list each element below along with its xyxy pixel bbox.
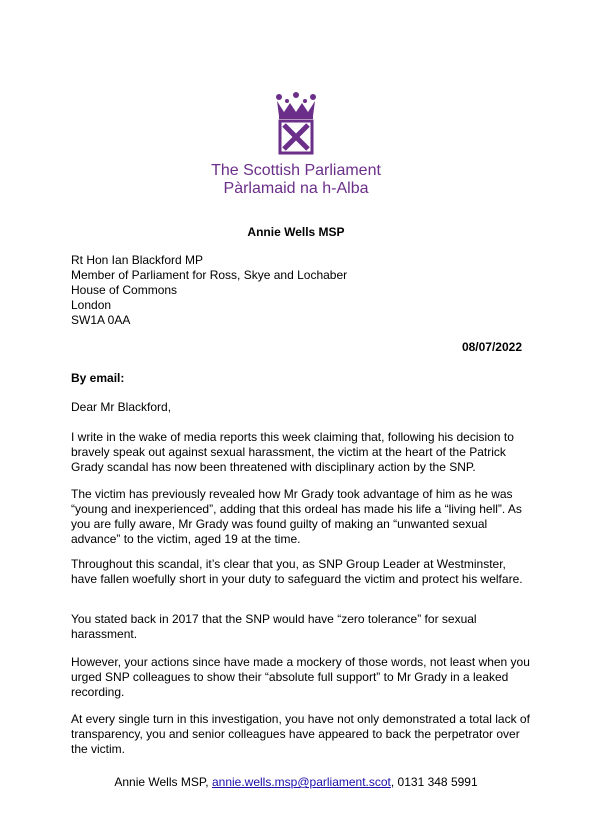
body-paragraph: At every single turn in this investigation, you have not only demonstrated a total lack of transparency, you and senior colleagues have appeared to back the perpetrator over the victim.: [71, 712, 530, 756]
crown-saltire-icon: [274, 92, 318, 156]
parliament-name: [0, 162, 592, 198]
footer-sender: Annie Wells MSP,: [114, 775, 212, 789]
body-paragraph: However, your actions since have made a mockery of those words, not least when you urged SNP colleagues to show their “absolute full support” to Mr Grady in a leaked recording.: [71, 655, 530, 699]
footer-email-link[interactable]: annie.wells.msp@parliament.scot: [211, 775, 391, 789]
footer-phone: , 0131 348 5991: [390, 775, 478, 789]
delivery-note: By email:: [71, 371, 125, 385]
recipient-line: Member of Parliament for Ross, Skye and Lochaber: [71, 268, 348, 282]
recipient-line: London: [71, 298, 112, 312]
parliament-name-english: The Scottish Parliament: [211, 162, 381, 179]
recipient-line: Rt Hon Ian Blackford MP: [71, 253, 204, 267]
body-paragraph: The victim has previously revealed how Mr Grady took advantage of him as he was “young and inexperienced”, adding that this ordeal has made his life a “living hell”. As you are fully aware, Mr Grady was found guilty of making an “unwanted sexual advance” to the victim, aged 19 at the time.: [71, 487, 522, 546]
salutation: Dear Mr Blackford,: [71, 400, 172, 414]
body-paragraph: Throughout this scandal, it’s clear that you, as SNP Group Leader at Westminster, have fallen woefully short in your duty to safeguard the victim and protect his welfare.: [71, 557, 523, 586]
parliament-logo: [0, 92, 592, 156]
recipient-line: SW1A 0AA: [71, 313, 131, 327]
letter-footer: [0, 775, 592, 790]
recipient-address: [71, 253, 531, 328]
sender-name: Annie Wells MSP: [247, 225, 345, 239]
body-paragraph: I write in the wake of media reports this week claiming that, following his decision to bravely speak out against sexual harassment, the victim at the heart of the Patrick Grady scandal has now been threatened with disciplinary action by the SNP.: [71, 430, 514, 474]
recipient-line: House of Commons: [71, 283, 178, 297]
parliament-name-gaelic: Pàrlamaid na h-Alba: [223, 180, 369, 197]
letter-date: 08/07/2022: [461, 340, 522, 354]
body-paragraph: You stated back in 2017 that the SNP would have “zero tolerance” for sexual harassment.: [71, 612, 477, 641]
